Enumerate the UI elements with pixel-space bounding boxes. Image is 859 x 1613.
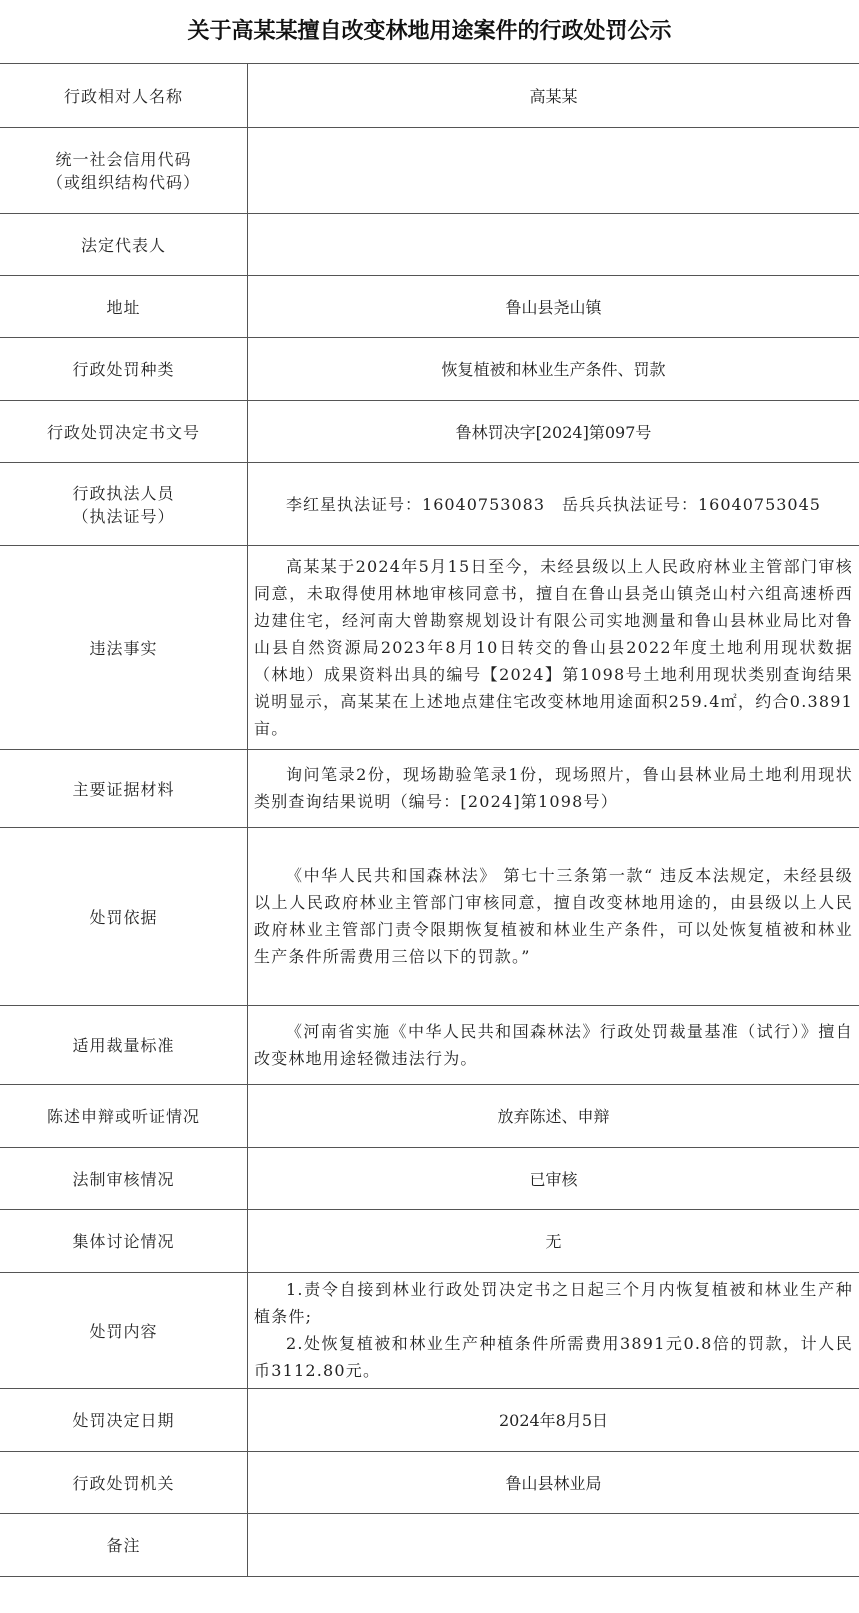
page-title: 关于高某某擅自改变林地用途案件的行政处罚公示 <box>0 0 859 64</box>
row-label: 行政相对人名称 <box>0 64 248 127</box>
row-value: 2024年8月5日 <box>248 1388 859 1451</box>
row-label: 处罚内容 <box>0 1272 248 1388</box>
row-label <box>0 462 248 545</box>
row-label-line: （执法证号） <box>72 506 175 526</box>
row-label: 陈述申辩或听证情况 <box>0 1084 248 1147</box>
row-value: 鲁山县尧山镇 <box>248 275 859 337</box>
table-row <box>0 462 859 545</box>
row-label-line: 行政执法人员 <box>72 483 175 503</box>
row-value <box>248 1272 859 1388</box>
penalty-item: 2.处恢复植被和林业生产种植条件所需费用3891元0.8倍的罚款，计人民币3112.80元。 <box>254 1334 853 1380</box>
row-value: 恢复植被和林业生产条件、罚款 <box>248 337 859 400</box>
row-value: 询问笔录2份，现场勘验笔录1份，现场照片，鲁山县林业局土地利用现状类别查询结果说明（编号：[2024]第1098号） <box>248 749 859 827</box>
table-row <box>0 127 859 213</box>
row-label: 主要证据材料 <box>0 749 248 827</box>
row-label: 备注 <box>0 1513 248 1576</box>
row-value: 鲁山县林业局 <box>248 1451 859 1513</box>
row-label: 违法事实 <box>0 545 248 749</box>
table-row <box>0 337 859 400</box>
row-label-line: （或组织结构代码） <box>46 173 200 192</box>
row-value: 已审核 <box>248 1147 859 1209</box>
table-row <box>0 64 859 127</box>
row-value: 无 <box>248 1209 859 1272</box>
row-value: 放弃陈述、申辩 <box>248 1084 859 1147</box>
table-row <box>0 275 859 337</box>
table-row <box>0 1388 859 1451</box>
table-row <box>0 1209 859 1272</box>
row-label: 行政处罚决定书文号 <box>0 400 248 462</box>
row-value: 高某某 <box>248 64 859 127</box>
penalty-info-table <box>0 64 859 1577</box>
penalty-item: 1.责令自接到林业行政处罚决定书之日起三个月内恢复植被和林业生产种植条件; <box>254 1280 853 1326</box>
table-row <box>0 827 859 1005</box>
row-value: 李红星执法证号：16040753083 岳兵兵执法证号：16040753045 <box>248 462 859 545</box>
row-label: 适用裁量标准 <box>0 1005 248 1084</box>
row-label: 集体讨论情况 <box>0 1209 248 1272</box>
row-value: 《中华人民共和国森林法》 第七十三条第一款“ 违反本法规定，未经县级以上人民政府林业主管部门审核同意，擅自改变林地用途的，由县级以上人民政府林业主管部门责令限期恢复植被和林业生产条件，可以处恢复植被和林业生产条件所需费用三倍以下的罚款。” <box>248 827 859 1005</box>
table-row <box>0 545 859 749</box>
row-label: 地址 <box>0 275 248 337</box>
row-label: 法制审核情况 <box>0 1147 248 1209</box>
row-value <box>248 1513 859 1576</box>
row-value: 鲁林罚决字[2024]第097号 <box>248 400 859 462</box>
row-label: 行政处罚机关 <box>0 1451 248 1513</box>
row-label <box>0 127 248 213</box>
row-value: 高某某于2024年5月15日至今，未经县级以上人民政府林业主管部门审核同意，未取得使用林地审核同意书，擅自在鲁山县尧山镇尧山村六组高速桥西边建住宅，经河南大曾勘察规划设计有限公司实地测量和鲁山县林业局比对鲁山县自然资源局2023年8月10日转交的鲁山县2022年度土地利用现状数据（林地）成果资料出具的编号【2024】第1098号土地利用现状类别查询结果说明显示，高某某在上述地点建住宅改变林地用途面积259.4㎡，约合0.3891亩。 <box>248 545 859 749</box>
table-row <box>0 1272 859 1388</box>
row-value <box>248 127 859 213</box>
table-row <box>0 400 859 462</box>
table-row <box>0 1005 859 1084</box>
row-label: 处罚依据 <box>0 827 248 1005</box>
table-row <box>0 1084 859 1147</box>
table-row <box>0 749 859 827</box>
table-row <box>0 1147 859 1209</box>
table-row <box>0 213 859 275</box>
row-label-line: 统一社会信用代码 <box>55 150 192 169</box>
row-label: 法定代表人 <box>0 213 248 275</box>
row-label: 处罚决定日期 <box>0 1388 248 1451</box>
table-row <box>0 1451 859 1513</box>
row-label: 行政处罚种类 <box>0 337 248 400</box>
table-row <box>0 1513 859 1576</box>
row-value <box>248 213 859 275</box>
row-value: 《河南省实施《中华人民共和国森林法》行政处罚裁量基准（试行）》擅自改变林地用途轻微违法行为。 <box>248 1005 859 1084</box>
